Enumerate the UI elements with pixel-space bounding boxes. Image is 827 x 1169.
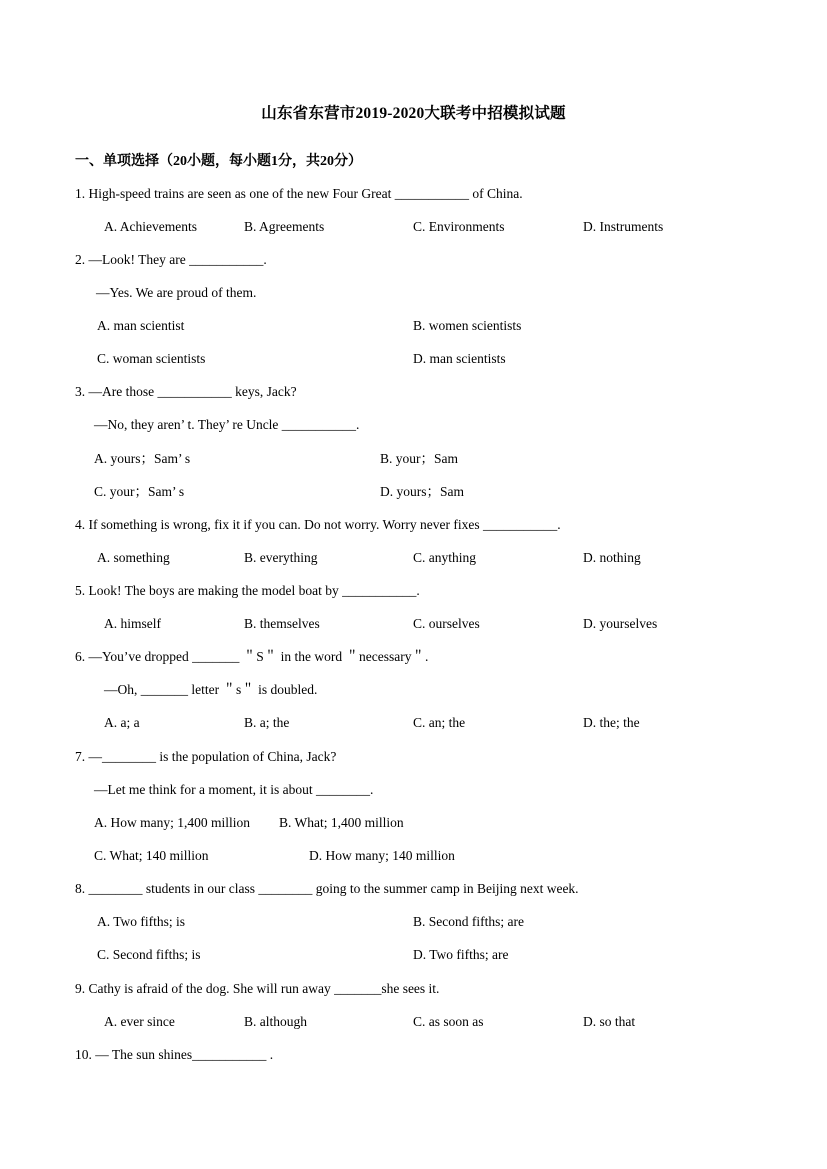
question-4-option-c: C. anything <box>413 550 476 565</box>
question-9-option-b: B. although <box>244 1014 307 1029</box>
question-1-stem: 1. High-speed trains are seen as one of the new Four Great ___________ of China. <box>75 186 523 201</box>
question-4-option-b: B. everything <box>244 550 318 565</box>
exam-title: 山东省东营市2019-2020大联考中招模拟试题 <box>261 105 566 122</box>
question-7-option-d: D. How many; 140 million <box>309 848 455 863</box>
question-5-option-d: D. yourselves <box>583 616 658 631</box>
question-4-option-d: D. nothing <box>583 550 641 565</box>
question-7-option-b: B. What; 1,400 million <box>279 815 404 830</box>
question-10-stem: 10. — The sun shines___________ . <box>75 1047 274 1062</box>
question-7-option-a: A. How many; 1,400 million <box>94 815 250 830</box>
question-2-option-a: A. man scientist <box>97 318 185 333</box>
question-5-option-a: A. himself <box>104 616 161 631</box>
question-3-option-c: C. your；Sam’ s <box>94 484 185 499</box>
question-1-option-d: D. Instruments <box>583 219 664 234</box>
question-1-option-c: C. Environments <box>413 219 505 234</box>
question-4-option-a: A. something <box>97 550 170 565</box>
question-2-reply: —Yes. We are proud of them. <box>96 285 257 300</box>
question-5-stem: 5. Look! The boys are making the model boat by ___________. <box>75 583 420 598</box>
question-8-option-c: C. Second fifths; is <box>97 947 201 962</box>
question-9-option-a: A. ever since <box>104 1014 175 1029</box>
question-5-option-b: B. themselves <box>244 616 320 631</box>
question-3-option-b: B. your；Sam <box>380 451 459 466</box>
question-5-option-c: C. ourselves <box>413 616 480 631</box>
question-1-option-b: B. Agreements <box>244 219 325 234</box>
question-3-reply: —No, they aren’ t. They’ re Uncle ___________. <box>94 417 360 432</box>
question-9-option-d: D. so that <box>583 1014 636 1029</box>
question-3-stem: 3. —Are those ___________ keys, Jack? <box>75 384 297 399</box>
question-7-reply: —Let me think for a moment, it is about ________. <box>94 782 374 797</box>
question-9-option-c: C. as soon as <box>413 1014 484 1029</box>
question-8-option-a: A. Two fifths; is <box>97 914 186 929</box>
question-4-stem: 4. If something is wrong, fix it if you can. Do not worry. Worry never fixes ___________. <box>75 517 561 532</box>
question-3-option-d: D. yours；Sam <box>380 484 464 499</box>
question-2-option-d: D. man scientists <box>413 351 506 366</box>
question-6-reply: —Oh, _______ letter ＂s＂ is doubled. <box>104 682 318 697</box>
question-2-option-c: C. woman scientists <box>97 351 206 366</box>
question-2-option-b: B. women scientists <box>413 318 522 333</box>
question-6-option-c: C. an; the <box>413 715 466 730</box>
question-6-option-d: D. the; the <box>583 715 640 730</box>
question-6-option-b: B. a; the <box>244 715 290 730</box>
section-heading: 一、单项选择（20小题，每小题1分，共20分） <box>75 154 362 169</box>
question-3-option-a: A. yours；Sam’ s <box>94 451 191 466</box>
question-6-stem: 6. —You’ve dropped _______ ＂S＂ in the word ＂necessary＂. <box>75 649 429 664</box>
question-8-option-b: B. Second fifths; are <box>413 914 524 929</box>
question-7-option-c: C. What; 140 million <box>94 848 209 863</box>
question-8-stem: 8. ________ students in our class ________ going to the summer camp in Beijing next week. <box>75 881 579 896</box>
question-6-option-a: A. a; a <box>104 715 140 730</box>
question-7-stem: 7. —________ is the population of China, Jack? <box>75 749 337 764</box>
question-9-stem: 9. Cathy is afraid of the dog. She will run away _______she sees it. <box>75 981 440 996</box>
question-2-stem: 2. —Look! They are ___________. <box>75 252 267 267</box>
question-1-option-a: A. Achievements <box>104 219 197 234</box>
question-8-option-d: D. Two fifths; are <box>413 947 509 962</box>
